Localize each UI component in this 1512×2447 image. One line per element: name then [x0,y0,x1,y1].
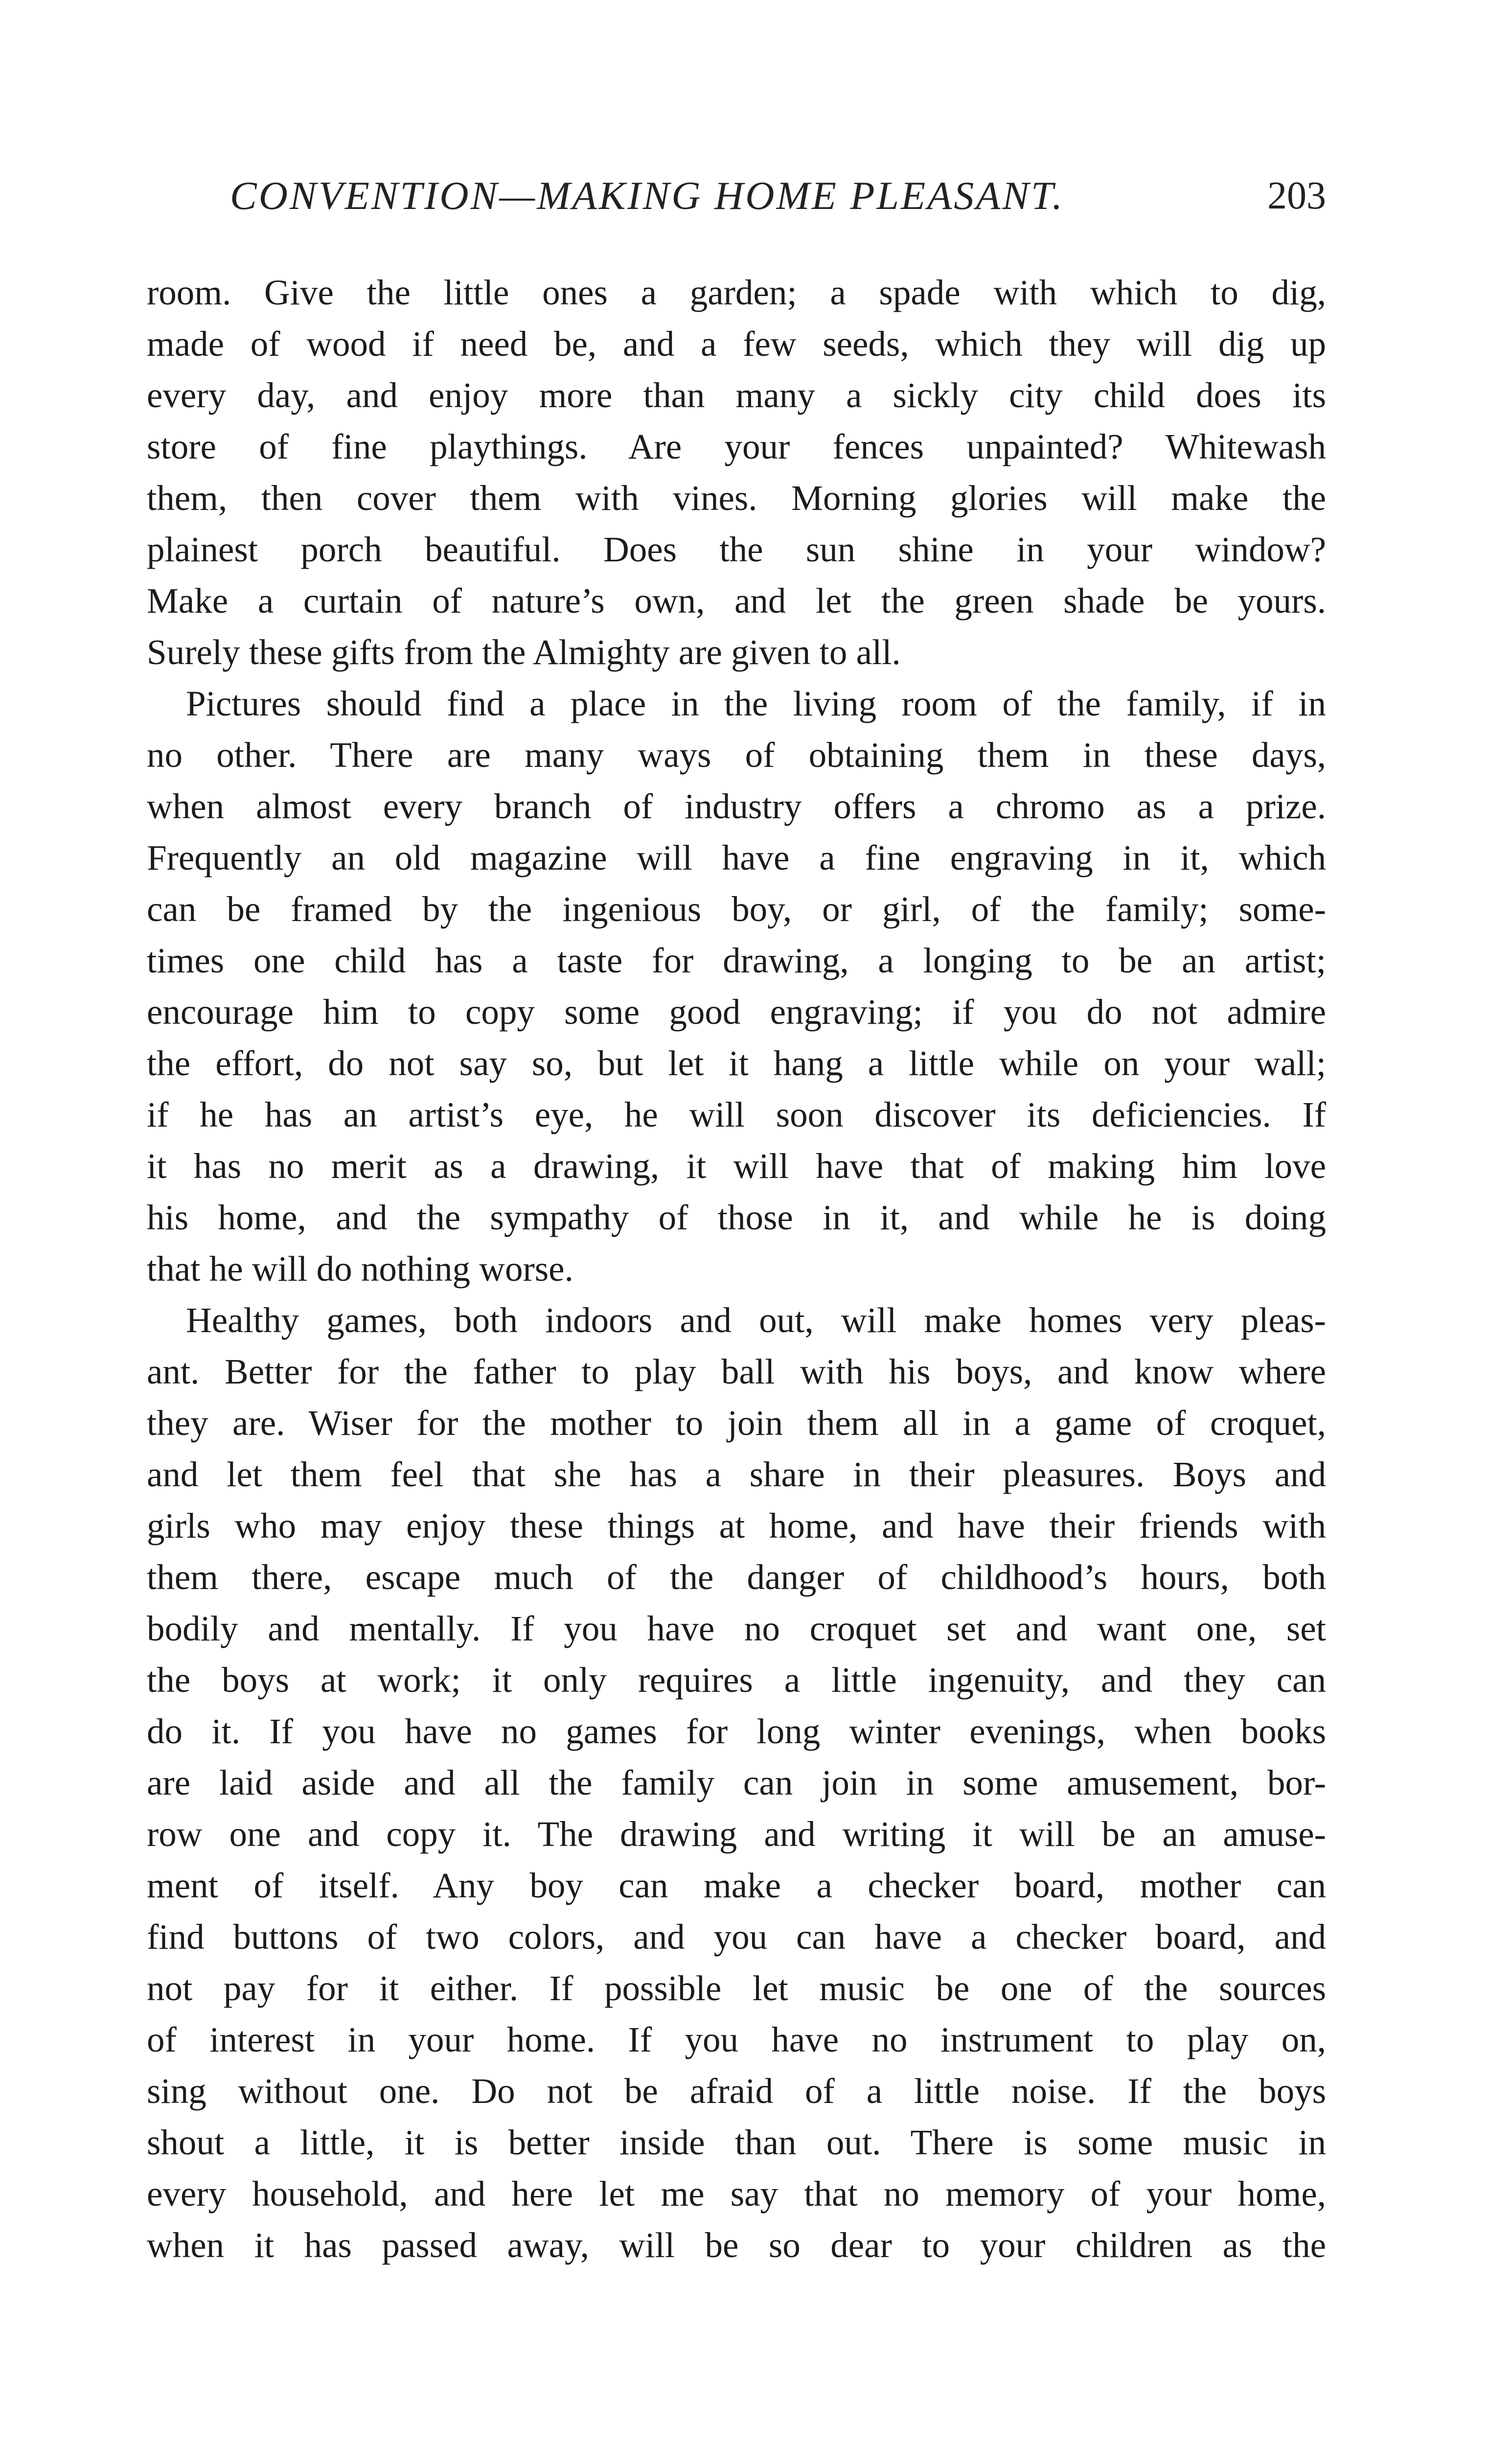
text-line: when almost every branch of industry offers a chromo as a prize. [147,786,1326,826]
text-line: ant. Better for the father to play ball with his boys, and know where [147,1352,1326,1391]
text-line: no other. There are many ways of obtaining them in these days, [147,735,1326,775]
text-line: of interest in your home. If you have no instrument to play on, [147,2020,1326,2059]
text-line: plainest porch beautiful. Does the sun shine in your window? [147,530,1326,569]
text-line: Surely these gifts from the Almighty are given to all. [147,632,901,672]
text-line: it has no merit as a drawing, it will have that of making him love [147,1146,1326,1186]
text-line: when it has passed away, will be so dear to your children as the [147,2225,1326,2265]
page-number: 203 [1267,174,1326,217]
text-line: ment of itself. Any boy can make a checker board, mother can [147,1866,1326,1905]
text-line: them there, escape much of the danger of childhood’s hours, both [147,1557,1326,1597]
text-line: bodily and mentally. If you have no croquet set and want one, set [147,1609,1326,1648]
body-text [147,267,1326,2271]
text-line: the effort, do not say so, but let it hang a little while on your wall; [147,1043,1326,1083]
text-line: that he will do nothing worse. [147,1249,573,1289]
running-title: CONVENTION—MAKING HOME PLEASANT. [230,173,1065,218]
text-line: if he has an artist’s eye, he will soon discover its deficiencies. If [147,1095,1326,1134]
text-line: sing without one. Do not be afraid of a little noise. If the boys [147,2071,1326,2111]
text-line: shout a little, it is better inside than out. There is some music in [147,2123,1326,2162]
text-line: find buttons of two colors, and you can have a checker board, and [147,1917,1326,1957]
text-line: made of wood if need be, and a few seeds, which they will dig up [147,324,1326,364]
text-line: girls who may enjoy these things at home, and have their friends with [147,1506,1326,1546]
text-line: Make a curtain of nature’s own, and let the green shade be yours. [147,581,1326,621]
text-line: every day, and enjoy more than many a sickly city child does its [147,375,1326,415]
text-line: are laid aside and all the family can join in some amusement, bor- [147,1763,1326,1802]
paragraph-start-line: Healthy games, both indoors and out, will make homes very pleas- [186,1300,1326,1340]
text-line: every household, and here let me say that no memory of your home, [147,2174,1326,2214]
text-line: them, then cover them with vines. Morning glories will make the [147,478,1326,518]
text-line: row one and copy it. The drawing and writing it will be an amuse- [147,1814,1326,1854]
text-line: can be framed by the ingenious boy, or girl, of the family; some- [147,889,1326,929]
paragraph-start-line: Pictures should find a place in the living room of the family, if in [186,684,1326,723]
text-line: the boys at work; it only requires a little ingenuity, and they can [147,1660,1326,1700]
text-line: store of fine playthings. Are your fences unpainted? Whitewash [147,427,1326,466]
text-line: and let them feel that she has a share in their pleasures. Boys and [147,1454,1326,1494]
text-line: his home, and the sympathy of those in it, and while he is doing [147,1198,1326,1237]
text-line: do it. If you have no games for long winter evenings, when books [147,1711,1326,1751]
text-line: Frequently an old magazine will have a fine engraving in it, which [147,838,1326,877]
text-line: room. Give the little ones a garden; a spade with which to dig, [147,273,1326,312]
text-line: they are. Wiser for the mother to join them all in a game of croquet, [147,1403,1326,1443]
text-line: not pay for it either. If possible let music be one of the sources [147,1968,1326,2008]
text-line: times one child has a taste for drawing, a longing to be an artist; [147,941,1326,980]
running-head [147,166,1326,225]
text-line: encourage him to copy some good engraving; if you do not admire [147,992,1326,1032]
